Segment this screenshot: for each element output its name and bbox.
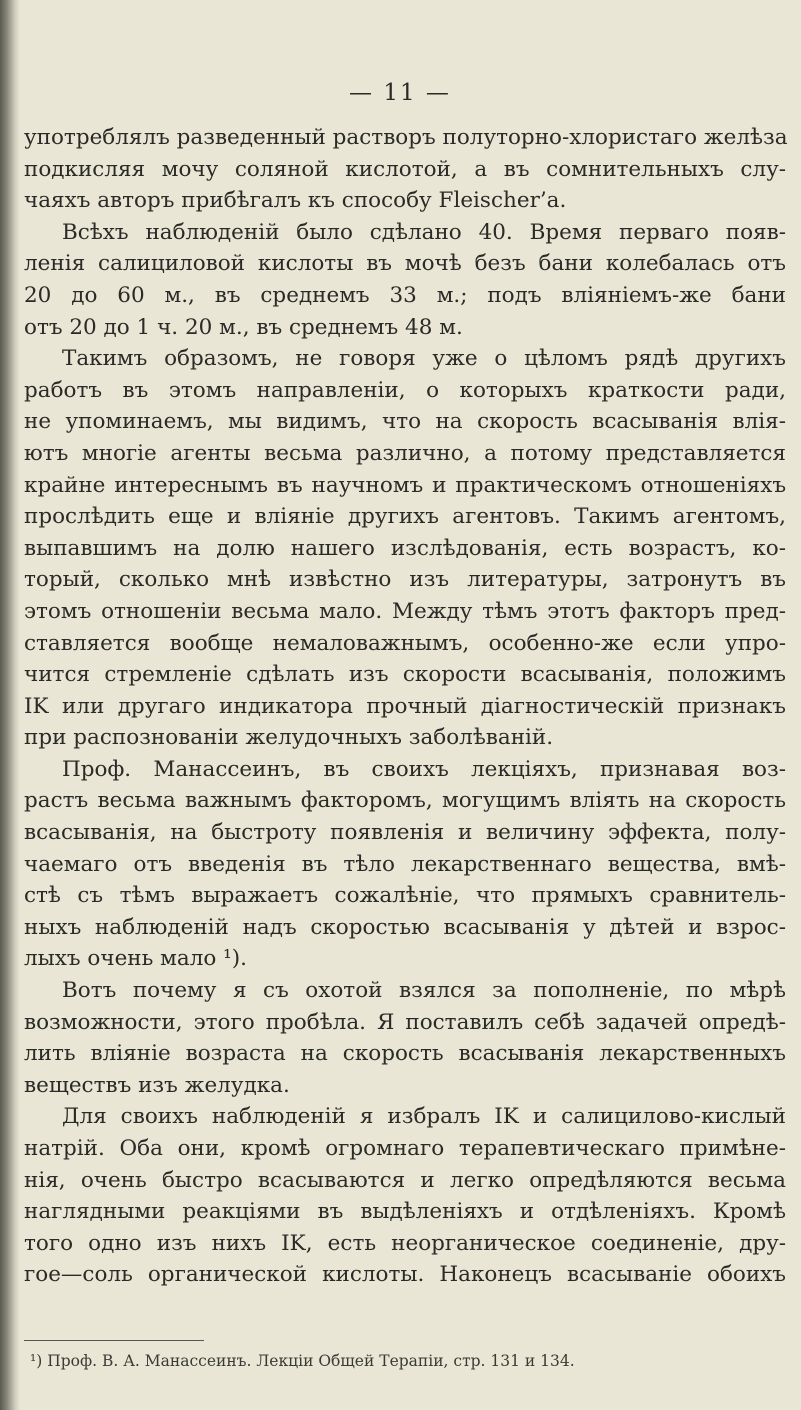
text-line: всасыванія, на быстроту появленія и величину эффекта, полу-: [24, 820, 786, 846]
text-line: ныхъ наблюденій надъ скоростью всасыванія у дѣтей и взрос-: [24, 914, 786, 940]
text-line: лить вліяніе возраста на скорость всасыванія лекарственныхъ: [24, 1041, 786, 1067]
text-line: употреблялъ разведенный растворъ полуторно-хлористаго желѣза: [24, 125, 788, 150]
text-line: натрій. Оба они, кромѣ огромнаго терапевтическаго примѣне-: [24, 1136, 786, 1161]
text-line: этомъ отношеніи весьма мало. Между тѣмъ этотъ факторъ пред-: [24, 598, 786, 624]
text-line: чится стремленіе сдѣлать изъ скорости всасыванія, положимъ: [24, 662, 786, 688]
text-line: Такимъ образомъ, не говоря уже о цѣломъ рядѣ другихъ: [62, 346, 786, 372]
text-line: Вотъ почему я съ охотой взялся за пополненіе, по мѣрѣ: [62, 978, 786, 1004]
text-line: Проф. Манассеинъ, въ своихъ лекціяхъ, признавая воз-: [62, 756, 786, 782]
text-line: веществъ изъ желудка.: [24, 1072, 290, 1098]
text-line: наглядными реакціями въ выдѣленіяхъ и отдѣленіяхъ. Кромѣ: [24, 1199, 786, 1225]
text-line: растъ весьма важнымъ факторомъ, могущимъ вліять на скорость: [24, 788, 786, 814]
text-line: отъ 20 до 1 ч. 20 м., въ среднемъ 48 м.: [24, 314, 463, 340]
text-line: чаяхъ авторъ прибѣгалъ къ способу Fleischer’a.: [24, 188, 567, 214]
text-line: подкисляя мочу соляной кислотой, а въ сомнительныхъ слу-: [24, 156, 786, 182]
text-line: стѣ съ тѣмъ выражаетъ сожалѣніе, что прямыхъ сравнитель-: [24, 883, 786, 909]
text-line: работъ въ этомъ направленіи, о которыхъ краткости ради,: [24, 377, 786, 403]
text-line: выпавшимъ на долю нашего изслѣдованія, есть возрастъ, ко-: [24, 535, 786, 561]
text-line: при распознованіи желудочныхъ заболѣваній.: [24, 725, 554, 751]
text-line: лыхъ очень мало ¹).: [24, 946, 247, 972]
text-line: нія, очень быстро всасываются и легко опредѣляются весьма: [24, 1167, 786, 1193]
text-line: ставляется вообще немаловажнымъ, особенно-же если упро-: [24, 630, 786, 656]
text-line: 20 до 60 м., въ среднемъ 33 м.; подъ вліяніемъ-же бани: [24, 282, 786, 308]
footnote: ¹) Проф. В. А. Манассеинъ. Лекціи Общей Терапіи, стр. 131 и 134.: [30, 1352, 575, 1370]
text-line: IK или другаго индикатора прочный діагностическій признакъ: [24, 693, 786, 719]
text-line: ленія салициловой кислоты въ мочѣ безъ бани колебалась отъ: [24, 251, 786, 277]
body-text: [24, 122, 786, 1291]
text-line: гое—соль органической кислоты. Наконецъ всасываніе обоихъ: [24, 1262, 786, 1288]
text-line: Для своихъ наблюденій я избралъ IK и салицилово-кислый: [62, 1104, 786, 1130]
text-line: прослѣдить еще и вліяніе другихъ агентовъ. Такимъ агентомъ,: [24, 504, 786, 530]
text-line: крайне интереснымъ въ научномъ и практическомъ отношеніяхъ: [24, 472, 786, 498]
text-line: Всѣхъ наблюденій было сдѣлано 40. Время перваго появ-: [62, 219, 786, 245]
text-line: ютъ многіе агенты весьма различно, а потому представляется: [24, 440, 786, 466]
text-line: того одно изъ нихъ IK, есть неорганическое соединеніе, дру-: [24, 1230, 786, 1256]
text-line: не упоминаемъ, мы видимъ, что на скорость всасыванія влія-: [24, 409, 786, 435]
page-number: — 11 —: [349, 80, 451, 106]
text-line: торый, сколько мнѣ извѣстно изъ литературы, затронутъ въ: [24, 567, 786, 593]
text-line: возможности, этого пробѣла. Я поставилъ себѣ задачей опредѣ-: [24, 1009, 786, 1035]
book-page: [10, 0, 790, 1410]
text-line: чаемаго отъ введенія въ тѣло лекарственнаго вещества, вмѣ-: [24, 851, 786, 877]
footnote-rule: [24, 1340, 204, 1341]
